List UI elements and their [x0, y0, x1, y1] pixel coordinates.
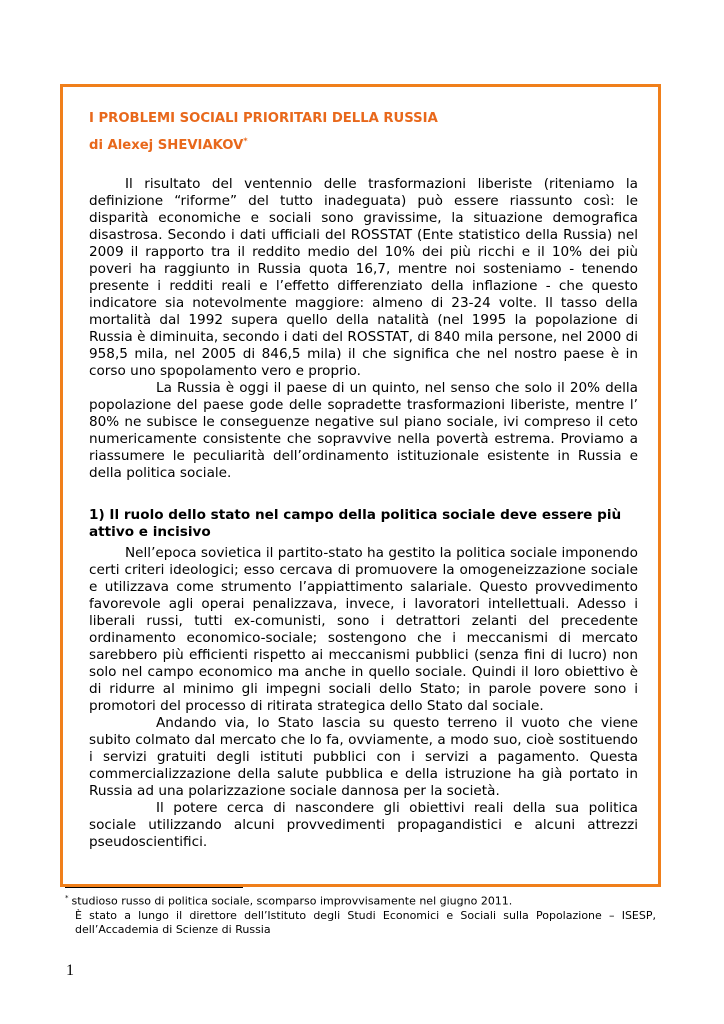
article-body [89, 110, 638, 851]
page-number: 1 [66, 962, 74, 979]
footnote-text-2: È stato a lungo il direttore dell’Istituto degli Studi Economici e Sociali sulla Popolazione – ISESP, dell’Accademia di Scienze di Russia [75, 908, 656, 936]
paragraph-intro-1: Il risultato del ventennio delle trasformazioni liberiste (riteniamo la definizione “riforme” del tutto inadeguata) può essere riassunto così: le disparità economiche e sociali sono gravissime, la situazione demografica disastrosa. Secondo i dati ufficiali del ROSSTAT (Ente statistico della Russia) nel 2009 il rapporto tra il reddito medio del 10% dei più ricchi e il 10% dei più poveri ha raggiunto in Russia quota 16,7, mentre noi sosteniamo - tenendo presente i redditi reali e l’effetto differenziato della inflazione - che questo indicatore sia notevolmente maggiore: almeno di 23-24 volte. Il tasso della mortalità dal 1992 supera quello della natalità (nel 1995 la popolazione di Russia è diminuita, secondo i dati del ROSSTAT, di 840 mila persone, nel 2000 di 958,5 mila, nel 2005 di 846,5 mila) il che significa che nel nostro paese è in corso uno spopolamento vero e proprio. [89, 176, 638, 379]
paragraph-section-2: Andando via, lo Stato lascia su questo terreno il vuoto che viene subito colmato dal mercato che lo fa, ovviamente, a modo suo, cioè sostituendo i servizi gratuiti degli istituti pubblici con i servizi a pagamento. Questa commercializzazione della salute pubblica e della istruzione ha già portato in Russia ad una polarizzazione sociale dannosa per la società. [89, 715, 638, 799]
author-footnote-mark: * [243, 136, 248, 146]
author-name: di Alexej SHEVIAKOV [89, 138, 244, 153]
footnote-line-1 [65, 891, 656, 909]
section-heading: 1) Il ruolo dello stato nel campo della politica sociale deve essere più attivo e incisivo [89, 507, 622, 540]
article-title: I PROBLEMI SOCIALI PRIORITARI DELLA RUSSIA [89, 111, 438, 126]
paragraph-intro-2: La Russia è oggi il paese di un quinto, nel senso che solo il 20% della popolazione del paese gode delle sopradette trasformazioni liberiste, mentre l’ 80% ne subisce le conseguenze negative sul piano sociale, ivi compreso il ceto numericamente consistente che sopravvive nella povertà estrema. Proviamo a riassumere le peculiarità dell’ordinamento istituzionale esistente in Russia e della politica sociale. [89, 380, 638, 481]
paragraph-section-1: Nell’epoca sovietica il partito-stato ha gestito la politica sociale imponendo certi criteri ideologici; esso cercava di promuovere la omogeneizzazione sociale e utilizzava come strumento l’appiattimento salariale. Questo provvedimento favorevole agli operai penalizzava, invece, i lavoratori intellettuali. Adesso i liberali russi, tutti ex-comunisti, sono i detrattori zelanti del precedente ordinamento economico-sociale; sostengono che i meccanismi di mercato sarebbero più efficienti rispetto ai meccanismi pubblici (senza fini di lucro) non solo nel campo economico ma anche in quello sociale. Quindi il loro obiettivo è di ridurre al minimo gli impegni sociali dello Stato; in parole povere sono i promotori del processo di ritirata strategica dello Stato dal sociale. [89, 545, 638, 714]
footnote [65, 891, 656, 937]
footnote-separator [65, 887, 243, 888]
article-author [89, 137, 638, 155]
footnote-mark: * [65, 894, 69, 902]
paragraph-section-3: Il potere cerca di nascondere gli obiettivi reali della sua politica sociale utilizzando alcuni provvedimenti propagandistici e alcuni attrezzi pseudoscientifici. [89, 800, 638, 850]
footnote-text-1: studioso russo di politica sociale, scomparso improvvisamente nel giugno 2011. [71, 894, 513, 908]
